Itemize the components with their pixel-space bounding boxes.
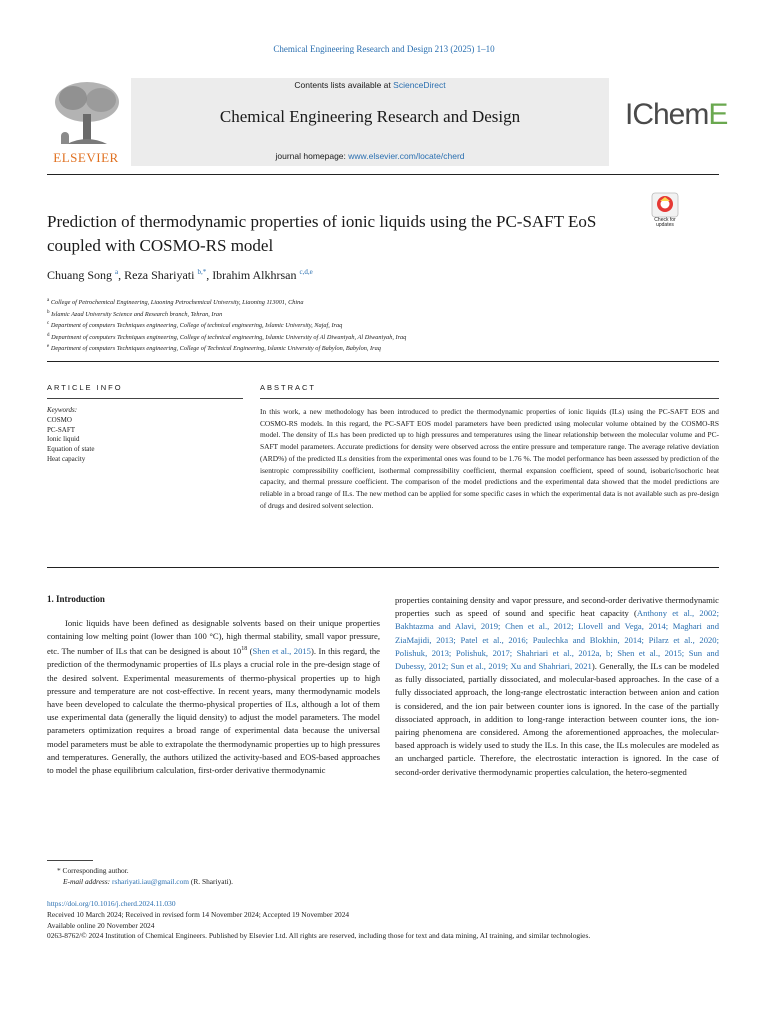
corresponding-author-note: * Corresponding author.	[57, 866, 129, 875]
contents-prefix: Contents lists available at	[294, 80, 391, 90]
affiliation-sup: d	[47, 332, 50, 338]
author-name[interactable]: Ibrahim Alkhrsan	[212, 268, 297, 282]
body-column-right	[395, 594, 719, 779]
body-text: ). In this regard, the prediction of the thermodynamic properties of ILs plays a crucial role in the pre-design stage of the desired solvent. Experimental measurements of thermo-physical properties up to high pressure and temperature are not cost-effective. In recent years, many thermodynamic models have been developed to calculate the thermo-physical properties of ILs, although a lot of them use experimental data (generally the liquid density) to adjust the model parameters. The model parameters optimization requires a broad range of experimental data because the universal model parameters must be able to extrapolate the thermodynamic properties up to high pressures and temperatures. Generally, the authors utilized the activity-based and EOS-based approaches to model the phase equilibrium calculation, first-order derivative thermodynamic	[47, 646, 381, 776]
email-owner: (R. Shariyati).	[190, 876, 233, 886]
footnote-rule	[47, 860, 93, 861]
citation-link[interactable]: Shen et al., 2015	[252, 646, 311, 657]
email-link[interactable]: rshariyati.iau@gmail.com	[112, 876, 190, 886]
article-info-heading: ARTICLE INFO	[47, 383, 123, 392]
received-dates: Received 10 March 2024; Received in revised form 14 November 2024; Accepted 19 November 2024	[47, 909, 350, 919]
abstract-divider	[47, 567, 719, 568]
affiliation-text: College of Petrochemical Engineering, Liaoning Petrochemical University, Liaoning 113001, China	[50, 299, 304, 307]
introduction-heading: 1. Introduction	[47, 594, 105, 604]
contents-line	[131, 80, 609, 90]
affiliation-sup: e	[47, 344, 50, 349]
keywords-label: Keywords:	[47, 406, 78, 414]
keyword: Equation of state	[47, 445, 95, 454]
publication-info	[47, 899, 719, 942]
journal-reference[interactable]: Chemical Engineering Research and Design 213 (2025) 1–10	[273, 44, 495, 54]
sciencedirect-link[interactable]: ScienceDirect	[393, 80, 446, 90]
affiliation-item	[47, 342, 727, 354]
keyword: Ionic liquid	[47, 435, 80, 444]
article-title: Prediction of thermodynamic properties of ionic liquids using the PC-SAFT EoS coupled with COSMO-RS model	[47, 212, 597, 255]
copyright-notice: 0263-8762/© 2024 Institution of Chemical Engineers. Published by Elsevier Ltd. All rights are reserved, including those for text and data mining, AI training, and similar technologies.	[47, 931, 591, 941]
check-updates-label: Check for updates	[654, 217, 676, 228]
body-text: Ionic liquids have been defined as designable solvents based on their unique properties containing low melting point (lower than 100 °C), high thermal stability, small vapor pressure, etc. The number of ILs that can be designed is about 10	[47, 618, 380, 657]
body-column-left	[47, 617, 380, 777]
journal-title: Chemical Engineering Research and Design	[219, 107, 521, 126]
affiliation-sup: b	[47, 309, 50, 315]
abstract-text: In this work, a new methodology has been introduced to predict the thermodynamic properties of ionic liquids (ILs) using the PC-SAFT EOS and COSMO-RS models. In this regard, the PC-SAFT EOS model parameters have been predicted using molecular volume obtained by the COSMO-RS model. The density of ILs has been predicted up to high pressures and temperatures using the linear relationship between the molecular volume and PC-SAFT model parameters. Accurate predictions for density were observed across the entire pressure and temperature range. The average relative deviation (ARD%) of the predicted ILs densities from the experimental ones was found to be 1.76 %. The model performance has been assessed by prediction of the isentropic compressibility coefficient, isothermal compressibility coefficient, thermal expansion coefficient, speed of sound, isobaric/isochoric heat capacity, and thermal pressure coefficient. The comparison of the model predictions and the experimental data showed that the model predictions are reliable in a broad range of ILs. The new method can be applied for some specific cases in which the experimental data is not available such as pre-design of drugs and desired solvent selection.	[260, 407, 719, 510]
header-divider	[47, 174, 719, 175]
footnotes	[47, 866, 719, 888]
author-list: Chuang Song $^a$, Reza Shariyati $^{b,*}$, Ibrahim Alkhrsan $^{c,d,e}$	[47, 268, 313, 282]
elsevier-wordmark: ELSEVIER	[53, 150, 119, 165]
email-note	[47, 877, 719, 888]
affiliation-item	[47, 331, 727, 343]
author-affiliation-sup[interactable]: b,*	[197, 268, 207, 276]
affiliation-text: Department of computers Techniques engineering, College of technical engineering, Islamic University, Najaf, Iraq	[50, 322, 343, 330]
affiliation-item	[47, 319, 727, 331]
check-updates-icon	[646, 192, 684, 218]
keyword: COSMO	[47, 415, 72, 424]
homepage-line	[131, 151, 609, 161]
icheme-logo-e: E	[708, 98, 728, 131]
body-text: properties containing density and vapor pressure, and second-order derivative thermodynamic properties such as speed of sound and specific heat capacity (	[395, 595, 719, 619]
affiliation-sup: c	[47, 321, 50, 326]
icheme-logo-main: IChem	[625, 98, 709, 131]
affiliation-sup: a	[47, 298, 50, 303]
affiliation-item	[47, 296, 727, 308]
abstract-rule	[260, 398, 719, 399]
author-affiliation-sup[interactable]: c,d,e	[299, 268, 313, 276]
body-text: ). Generally, the ILs can be modeled as fully dissociated, partially dissociated, and molecular-based approaches. In the case of a fully dissociated approach, the long-range electrostatic interaction between anion and cation is considered, and the ion pair between counter ions is ignored. In the case of the partially dissociated approach, in addition to long-range interaction between counter ions, the ion-pairing phenomena are considered. Among the aforementioned approaches, the molecular-based approach is widely used to study the ILs. In this case, the ILs molecules are modeled as an uncharged particle. Therefore, the electrostatic interaction is ignored. In the case of second-order derivative thermodynamic properties calculation, the hetero-segmented	[395, 661, 720, 777]
abstract-heading: ABSTRACT	[260, 383, 317, 392]
doi-link[interactable]: https://doi.org/10.1016/j.cherd.2024.11.030	[47, 899, 176, 908]
icheme-logo[interactable]	[625, 98, 727, 132]
homepage-link[interactable]: www.elsevier.com/locate/cherd	[348, 151, 465, 161]
affiliation-text: Department of computers Techniques engineering, College of technical engineering, Islamic University of Al Diwaniyah, Al Diwaniyah, Iraq	[51, 333, 407, 341]
affiliation-list	[47, 296, 727, 354]
article-info-rule	[47, 398, 243, 399]
affiliation-item	[47, 308, 727, 320]
author-affiliation-sup[interactable]: a	[115, 268, 119, 276]
available-online: Available online 20 November 2024	[47, 920, 155, 930]
email-label: E-mail address:	[63, 876, 111, 886]
check-for-updates-badge[interactable]	[646, 192, 684, 228]
body-text: (	[247, 646, 253, 657]
affiliation-text: Islamic Azad University Science and Research branch, Tehran, Iran	[51, 310, 223, 318]
keywords-block	[47, 406, 94, 465]
affiliation-text: Department of computers Techniques engineering, College of Technical Engineering, Islamic University of Babylon, Babylon, Iraq	[50, 345, 381, 353]
affiliations-divider	[47, 361, 719, 362]
homepage-prefix: journal homepage:	[275, 151, 346, 161]
author-name[interactable]: Chuang Song	[47, 268, 113, 282]
keyword: PC-SAFT	[47, 425, 76, 434]
exponent: 18	[241, 646, 248, 653]
keyword: Heat capacity	[47, 454, 86, 463]
citation-links[interactable]: Anthony et al., 2002; Bakhtazma and Alavi, 2019; Chen et al., 2012; Llovell and Vega, 2014; Maghari and ZiaMajidi, 2013; Patel et al., 2016; Paulechka and Blokhin, 2014; Pilarz et al., 2020; Polishuk, 2013; Polishuk, 2017; Shahriari et al., 2012a, b; Shen et al., 2015; Sun and Dubessy, 2012; Sun et al., 2019; Xu and Shahriari, 2021	[395, 608, 719, 672]
author-name[interactable]: Reza Shariyati	[124, 268, 195, 282]
